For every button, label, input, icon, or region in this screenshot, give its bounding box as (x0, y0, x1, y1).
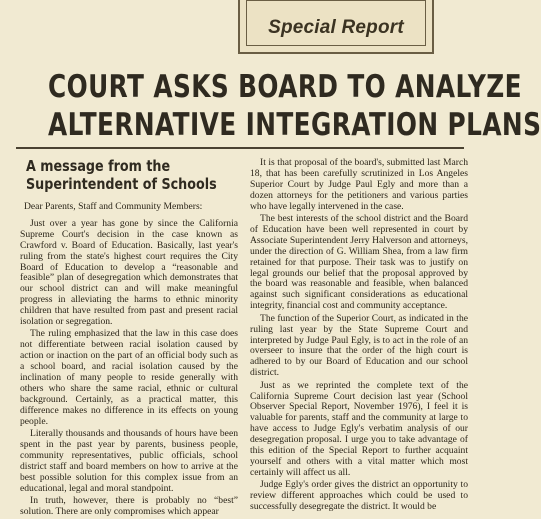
headline-line-2: ALTERNATIVE INTEGRATION PLANS (48, 107, 541, 143)
headline-divider (16, 147, 464, 149)
subhead-line-1: A message from the (26, 158, 171, 175)
right-column (250, 158, 468, 515)
banner-label: Special Report (268, 17, 404, 38)
body-paragraph: The function of the Superior Court, as indicated in the ruling last year by the State Supreme Court and interpreted by Judge Paul Egly, is to act in the role of an overseer to insure that the order of the high court is adhered to by our Board of Education and our school district. (250, 312, 468, 379)
special-report-banner (238, 0, 434, 54)
headline (48, 68, 541, 144)
left-column (20, 156, 238, 519)
body-paragraph: The ruling emphasized that the law in this case does not differentiate between racial isolation caused by action or inaction on the part of an official body such as a school board, and racial isolation caused by the inclination of many people to reside generally with others who share the same racial, ethnic or cultural background. Certainly, as a practical matter, this difference makes no difference in its effects on young people. (20, 328, 238, 427)
banner-frame (246, 0, 426, 46)
body-paragraph: Literally thousands and thousands of hours have been spent in the past year by parents, business people, community representatives, public officials, school district staff and board members on how to arrive at the best possible solution for this complex issue from an educational, legal and moral standpoint. (20, 428, 238, 494)
subhead-line-2: Superintendent of Schools (26, 176, 217, 193)
body-paragraph: Just as we reprinted the complete text of the California Supreme Court decision last year (School Observer Special Report, November 1976), I feel it is valuable for parents, staff and the community at large to have access to Judge Egly's verbatim analysis of our desegregation proposal. I urge you to take advantage of this edition of the Special Report to further acquaint yourself and others with a vital matter which most certainly will affect us all. (250, 379, 468, 478)
body-paragraph: Just over a year has gone by since the California Supreme Court's decision in the case known as Crawford v. Board of Education. Basically, last year's ruling from the state's highest court requires the City Board of Education to develop a “reasonable and feasible” plan of desegregation which demonstrates that our school district can and will make meaningful progress in alleviating the harms to ethnic minority children that have resulted from past and present racial isolation or segregation. (20, 217, 238, 328)
column-subhead (26, 158, 241, 194)
body-paragraph: It is that proposal of the board's, submitted last March 18, that has been carefully scrutinized in Los Angeles Superior Court by Judge Paul Egly and more than a dozen attorneys for the petitioners and various parties who have legally intervened in the case. (250, 157, 468, 212)
headline-line-1: COURT ASKS BOARD TO ANALYZE (48, 69, 522, 105)
salutation: Dear Parents, Staff and Community Members: (24, 201, 203, 212)
body-paragraph: The best interests of the school district and the Board of Education have been well represented in court by Associate Superintendent Jerry Halverson and attorneys, under the direction of G. William Shea, from a law firm retained for that purpose. Their task was to justify on legal grounds our belief that the proposal approved by the board was reasonable and feasible, when balanced against such significant considerations as educational integrity, financial cost and community acceptance. (250, 213, 468, 312)
body-paragraph: Judge Egly's order gives the district an opportunity to review different approaches which could be used to successfully desegregate the district. It would be (250, 479, 468, 513)
body-paragraph: In truth, however, there is probably no “best” solution. There are only compromises which appear (20, 495, 238, 517)
